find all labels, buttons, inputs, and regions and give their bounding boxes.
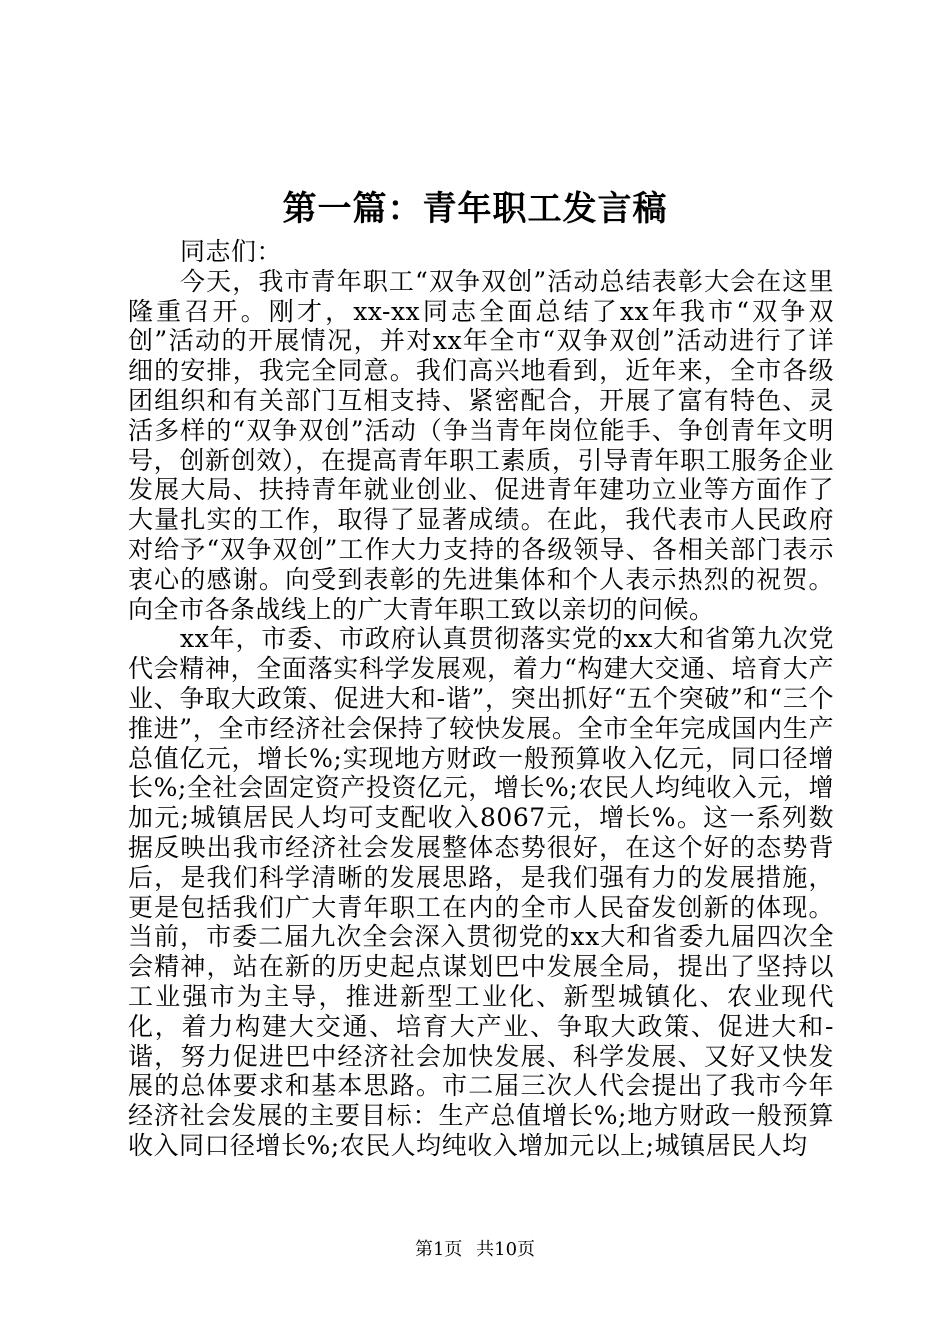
page-number: 第1页 [414, 1239, 463, 1260]
page-title: 第一篇：青年职工发言稿 [282, 189, 668, 229]
body-paragraph-1: 今天，我市青年职工“双争双创”活动总结表彰大会在这里隆重召开。刚才，xx-xx同志全面总结了xx年我市“双争双创”活动的开展情况，并对xx年全市“双争双创”活动进行了详细的安排，我完全同意。我们高兴地看到，近年来，全市各级团组织和有关部门互相支持、紧密配合，开展了富有特色、灵活多样的“双争双创”活动（争当青年岗位能手、争创青年文明号，创新创效），在提高青年职工素质，引导青年职工服务企业发展大局、扶持青年就业创业、促进青年建功立业等方面作了大量扎实的工作，取得了显著成绩。在此，我代表市人民政府对给予“双争双创”工作大力支持的各级领导、各相关部门表示衷心的感谢。向受到表彰的先进集体和个人表示热烈的祝贺。向全市各条战线上的广大青年职工致以亲切的问候。 [128, 266, 834, 624]
page-footer [0, 1238, 950, 1262]
body-paragraph-2: xx年，市委、市政府认真贯彻落实党的xx大和省第九次党代会精神，全面落实科学发展观，着力“构建大交通、培育大产业、争取大政策、促进大和-谐”，突出抓好“五个突破”和“三个推进”，全市经济社会保持了较快发展。全市全年完成国内生产总值亿元，增长%;实现地方财政一般预算收入亿元，同口径增长%;全社会固定资产投资亿元，增长%;农民人均纯收入元，增加元;城镇居民人均可支配收入8067元，增长%。这一系列数据反映出我市经济社会发展整体态势很好，在这个好的态势背后，是我们科学清晰的发展思路，是我们强有力的发展措施，更是包括我们广大青年职工在内的全市人民奋发创新的体现。当前，市委二届九次全会深入贯彻党的xx大和省委九届四次全会精神，站在新的历史起点谋划巴中发展全局，提出了坚持以工业强市为主导，推进新型工业化、新型城镇化、农业现代化，着力构建大交通、培育大产业、争取大政策、促进大和-谐，努力促进巴中经济社会加快发展、科学发展、又好又快发展的总体要求和基本思路。市二届三次人代会提出了我市今年经济社会发展的主要目标：生产总值增长%;地方财政一般预算收入同口径增长%;农民人均纯收入增加元以上;城镇居民人均 [128, 624, 834, 1160]
document-body [128, 237, 834, 1161]
page-total: 共10页 [476, 1239, 536, 1260]
salutation: 同志们： [180, 237, 283, 266]
